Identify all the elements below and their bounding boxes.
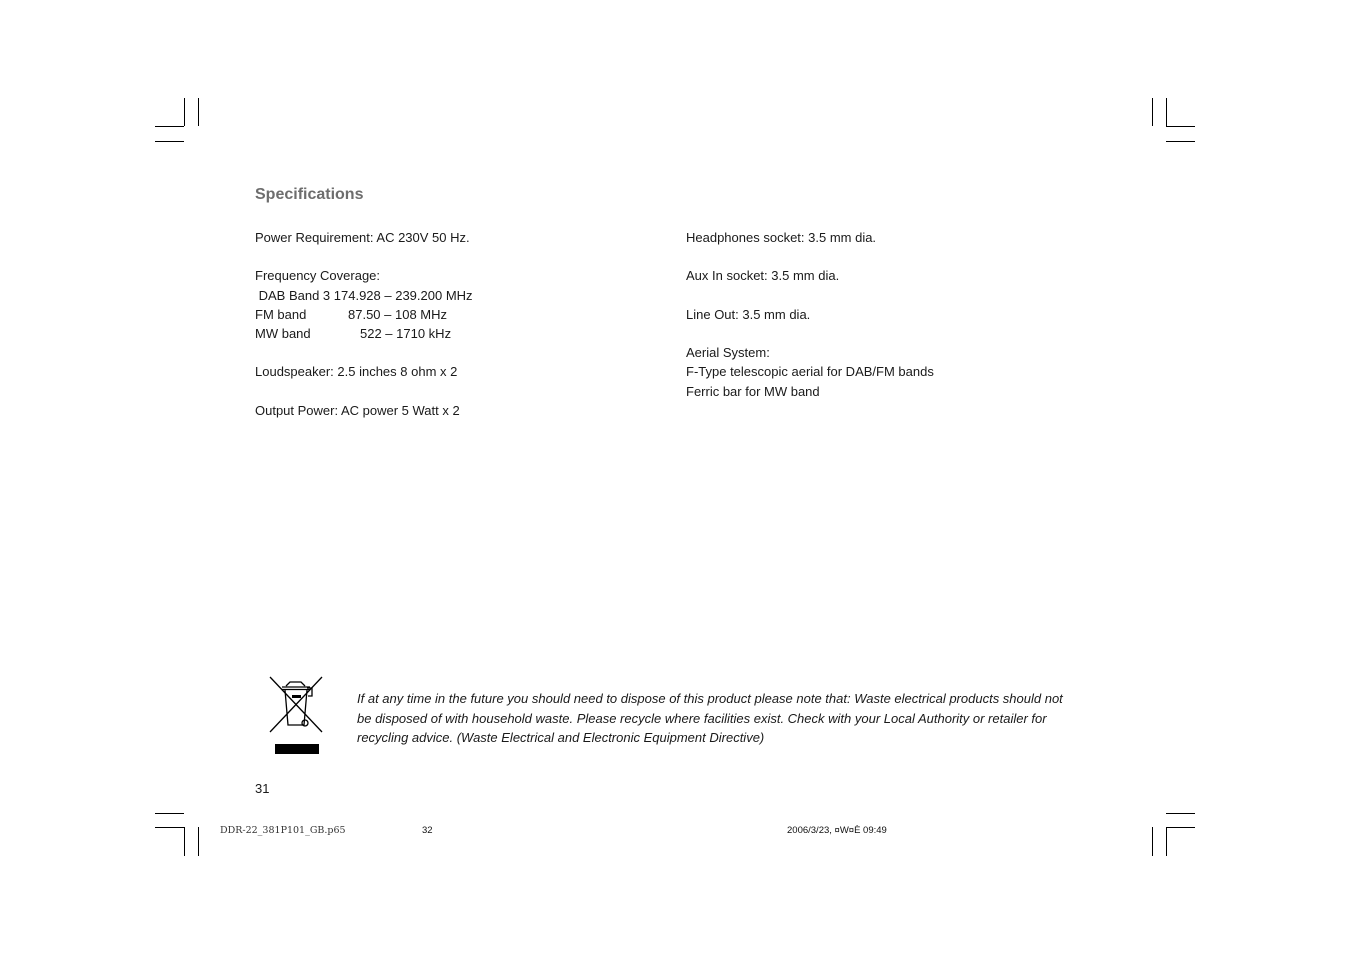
line-out: Line Out: 3.5 mm dia. [686, 307, 811, 322]
aerial-heading: Aerial System: [686, 345, 770, 360]
power-requirement: Power Requirement: AC 230V 50 Hz. [255, 230, 470, 245]
page-title: Specifications [255, 186, 364, 203]
mw-band-value: 522 – 1710 kHz [360, 326, 452, 341]
fm-band-label: FM band [255, 307, 307, 322]
crossed-out-wheelie-bin-icon [268, 676, 326, 756]
aerial-line-2: Ferric bar for MW band [686, 384, 820, 399]
aerial-line-1: F-Type telescopic aerial for DAB/FM bands [686, 364, 934, 379]
output-power: Output Power: AC power 5 Watt x 2 [255, 403, 460, 418]
frequency-heading: Frequency Coverage: [255, 268, 381, 283]
footer-filename: DDR-22_381P101_GB.p65 [220, 825, 346, 836]
footer-sheet-number: 32 [422, 825, 433, 836]
weee-disposal-notice [357, 689, 1087, 748]
loudspeaker: Loudspeaker: 2.5 inches 8 ohm x 2 [255, 364, 458, 379]
headphones-socket: Headphones socket: 3.5 mm dia. [686, 230, 877, 245]
dab-band: DAB Band 3 174.928 – 239.200 MHz [255, 288, 473, 303]
aux-in-socket: Aux In socket: 3.5 mm dia. [686, 268, 840, 283]
notice-line-1: If at any time in the future you should need to dispose of this product please note that: Waste electrical products should not [357, 691, 1063, 706]
notice-line-3: recycling advice. (Waste Electrical and Electronic Equipment Directive) [357, 730, 765, 745]
notice-line-2: be disposed of with household waste. Please recycle where facilities exist. Check with your Local Authority or retailer for [357, 710, 1047, 726]
page-number: 31 [255, 781, 270, 796]
mw-band-label: MW band [255, 326, 311, 341]
footer-timestamp: 2006/3/23, ¤W¤È 09:49 [787, 825, 887, 836]
fm-band-value: 87.50 – 108 MHz [348, 307, 448, 322]
